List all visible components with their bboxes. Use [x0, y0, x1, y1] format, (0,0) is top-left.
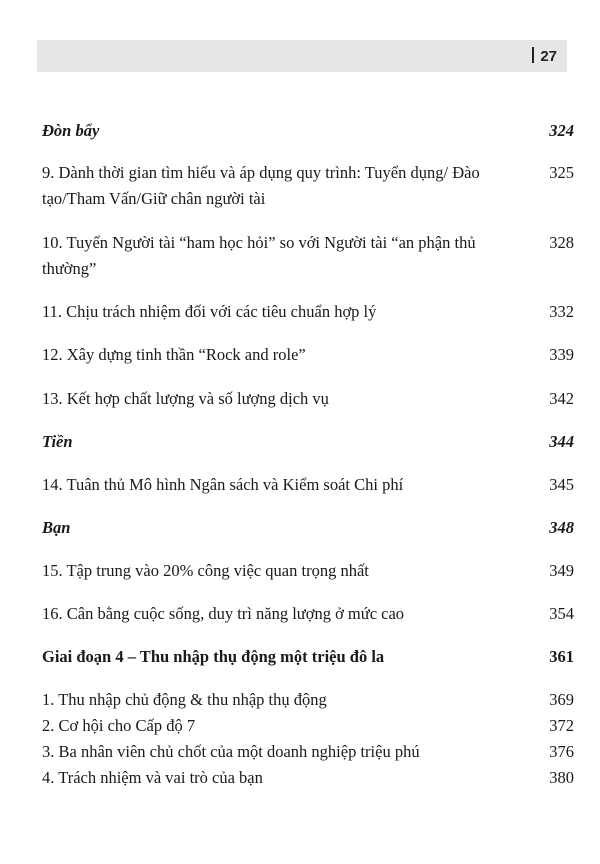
toc-entry-page: 325 — [549, 163, 574, 182]
toc-entry — [42, 299, 574, 325]
toc-entry — [42, 160, 574, 212]
toc-entry-text: 15. Tập trung vào 20% công việc quan trọng nhất — [42, 561, 369, 580]
toc-entry-page: 324 — [549, 121, 574, 140]
toc-entry — [42, 713, 574, 739]
toc-entry — [42, 687, 574, 713]
toc-entry-text: 14. Tuân thủ Mô hình Ngân sách và Kiểm soát Chi phí — [42, 475, 404, 494]
toc-entry — [42, 472, 574, 498]
toc-entry — [42, 765, 574, 791]
toc-entry-page: 372 — [549, 716, 574, 735]
toc-entry-text: Tiền — [42, 432, 73, 451]
toc-entry — [42, 601, 574, 627]
page-number-text: 27 — [540, 48, 557, 65]
toc-entry-text: Đòn bẩy — [42, 121, 100, 140]
toc-entry — [42, 230, 574, 282]
toc-entry-text: 10. Tuyển Người tài “ham học hỏi” so với Người tài “an phận thủ thường” — [42, 233, 476, 278]
toc-entry-page: 344 — [549, 432, 574, 451]
toc-entry-text: 16. Cân bằng cuộc sống, duy trì năng lượng ở mức cao — [42, 604, 405, 623]
toc-entry-page: 339 — [549, 345, 574, 364]
toc-entry-text: 12. Xây dựng tinh thần “Rock and role” — [42, 345, 306, 364]
toc-entry-page: 328 — [549, 233, 574, 252]
toc-entry-page: 376 — [549, 742, 574, 761]
toc-section-heading — [42, 429, 574, 455]
toc-entry-text: 2. Cơ hội cho Cấp độ 7 — [42, 716, 196, 735]
toc-entry-text: 3. Ba nhân viên chủ chốt của một doanh nghiệp triệu phú — [42, 742, 420, 761]
toc-entry-page: 354 — [549, 604, 574, 623]
toc-entry-page: 380 — [549, 768, 574, 787]
toc-section-heading — [42, 118, 574, 144]
toc-entry-page: 348 — [549, 518, 574, 537]
toc-entry-page: 345 — [549, 475, 574, 494]
toc-entry — [42, 386, 574, 412]
toc-entry-text: 4. Trách nhiệm và vai trò của bạn — [42, 768, 263, 787]
toc-section-heading — [42, 515, 574, 541]
toc-stage-heading — [42, 644, 574, 670]
toc-entry-text: 11. Chịu trách nhiệm đối với các tiêu chuẩn hợp lý — [42, 302, 377, 321]
toc-entry-text: 9. Dành thời gian tìm hiểu và áp dụng quy trình: Tuyển dụng/ Đào tạo/Tham Vấn/Giữ chân người tài — [42, 163, 480, 208]
toc-entry-page: 332 — [549, 302, 574, 321]
toc-entry-page: 361 — [549, 647, 574, 666]
toc-entry-text: 1. Thu nhập chủ động & thu nhập thụ động — [42, 690, 327, 709]
toc-entry-text: 13. Kết hợp chất lượng và số lượng dịch vụ — [42, 389, 329, 408]
toc-entry-page: 369 — [549, 690, 574, 709]
toc-entry-page: 342 — [549, 389, 574, 408]
toc-entry — [42, 558, 574, 584]
header-divider — [532, 47, 534, 63]
toc-entry — [42, 342, 574, 368]
toc-entry-text: Giai đoạn 4 – Thu nhập thụ động một triệu đô la — [42, 647, 385, 666]
toc-entry-text: Bạn — [42, 518, 71, 537]
page-header-bar — [37, 40, 567, 72]
toc-entry — [42, 739, 574, 765]
toc-entry-page: 349 — [549, 561, 574, 580]
page-number — [532, 47, 557, 65]
